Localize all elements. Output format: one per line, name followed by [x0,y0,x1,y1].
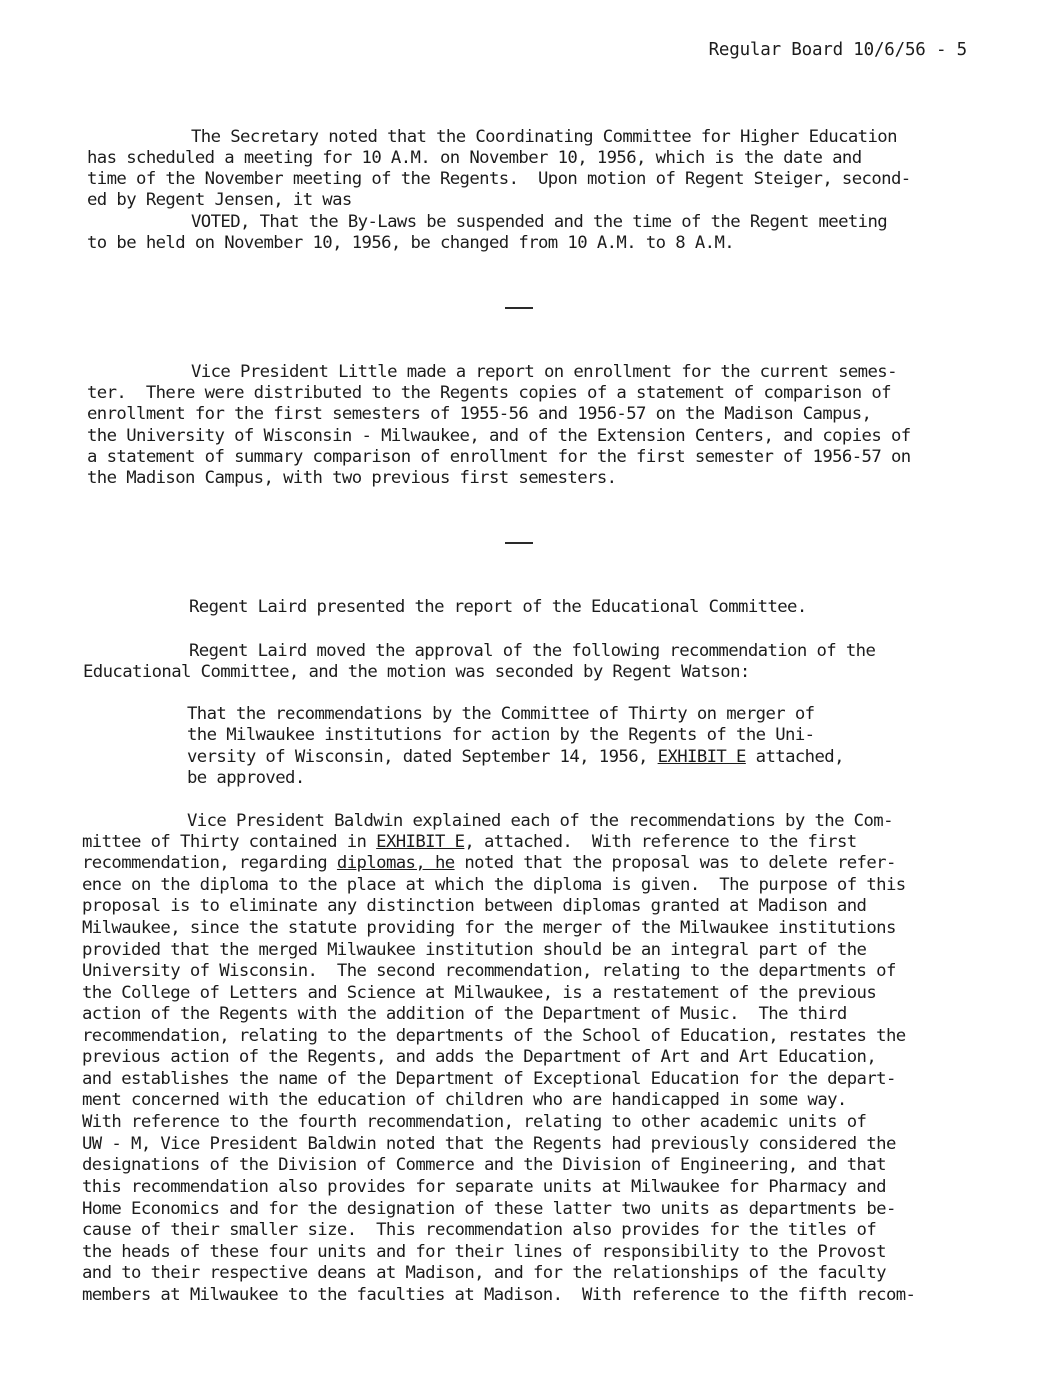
laird-motion-line-1: Regent Laird moved the approval of the following recommendation of the [189,641,876,661]
recommendation-line-3: versity of Wisconsin, dated September 14, 1956, EXHIBIT E attached, [187,747,844,767]
baldwin-line-10: action of the Regents with the addition of the Department of Music. The third [82,1004,847,1024]
baldwin-line-7: provided that the merged Milwaukee institution should be an integral part of the [82,940,867,960]
baldwin-line-19: Home Economics and for the designation of these latter two units as departments be- [82,1199,896,1219]
enrollment-line-2: ter. There were distributed to the Regents copies of a statement of comparison of [87,383,891,403]
baldwin-line-16: UW - M, Vice President Baldwin noted that the Regents had previously considered the [82,1134,896,1154]
baldwin-line-15: With reference to the fourth recommendation, relating to other academic units of [82,1112,867,1132]
baldwin-line-4: ence on the diploma to the place at which the diploma is given. The purpose of this [82,875,906,895]
baldwin-line-1: Vice President Baldwin explained each of the recommendations by the Com- [187,811,893,831]
baldwin-line-20: cause of their smaller size. This recommendation also provides for the titles of [82,1220,877,1240]
baldwin-line-5: proposal is to eliminate any distinction between diplomas granted at Madison and [82,896,867,916]
baldwin-line-13: and establishes the name of the Department of Exceptional Education for the depart- [82,1069,896,1089]
baldwin-line-17: designations of the Division of Commerce and the Division of Engineering, and that [82,1155,886,1175]
voted-line-2: to be held on November 10, 1956, be changed from 10 A.M. to 8 A.M. [87,233,735,253]
baldwin-line-23: members at Milwaukee to the faculties at Madison. With reference to the fifth recom- [82,1285,916,1305]
secretary-line-3: time of the November meeting of the Regents. Upon motion of Regent Steiger, second- [87,169,911,189]
baldwin-line-18: this recommendation also provides for separate units at Milwaukee for Pharmacy and [82,1177,886,1197]
section-separator [505,542,533,544]
exhibit-e-reference: EXHIBIT E [657,747,746,767]
enrollment-line-1: Vice President Little made a report on enrollment for the current semes- [191,362,897,382]
baldwin-line-3: recommendation, regarding diplomas, he noted that the proposal was to delete refer- [82,853,896,873]
enrollment-line-6: the Madison Campus, with two previous first semesters. [87,468,617,488]
secretary-line-4: ed by Regent Jensen, it was [87,190,352,210]
baldwin-line-14: ment concerned with the education of children who are handicapped in some way. [82,1090,847,1110]
enrollment-line-5: a statement of summary comparison of enrollment for the first semester of 1956-57 on [87,447,911,467]
secretary-line-2: has scheduled a meeting for 10 A.M. on November 10, 1956, which is the date and [87,148,862,168]
diplomas-underlined: diplomas, he [336,853,455,873]
recommendation-line-4: be approved. [187,768,305,788]
voted-line-1: VOTED, That the By-Laws be suspended and the time of the Regent meeting [191,212,888,232]
baldwin-line-21: the heads of these four units and for their lines of responsibility to the Provost [82,1242,886,1262]
baldwin-line-11: recommendation, relating to the departments of the School of Education, restates the [82,1026,906,1046]
baldwin-line-6: Milwaukee, since the statute providing for the merger of the Milwaukee institutions [82,918,896,938]
exhibit-e-reference: EXHIBIT E [376,832,465,852]
laird-motion-line-2: Educational Committee, and the motion was seconded by Regent Watson: [83,662,750,682]
page-header: Regular Board 10/6/56 - 5 [708,40,967,60]
baldwin-line-22: and to their respective deans at Madison, and for the relationships of the faculty [82,1263,886,1283]
enrollment-line-4: the University of Wisconsin - Milwaukee, and of the Extension Centers, and copies of [87,426,911,446]
secretary-line-1: The Secretary noted that the Coordinating Committee for Higher Education [191,127,897,147]
recommendation-line-1: That the recommendations by the Committee of Thirty on merger of [187,704,815,724]
baldwin-line-8: University of Wisconsin. The second recommendation, relating to the departments of [82,961,896,981]
baldwin-line-2: mittee of Thirty contained in EXHIBIT E, attached. With reference to the first [82,832,857,852]
laird-intro: Regent Laird presented the report of the Educational Committee. [189,597,807,617]
baldwin-line-12: previous action of the Regents, and adds the Department of Art and Art Education, [82,1047,877,1067]
recommendation-line-2: the Milwaukee institutions for action by the Regents of the Uni- [187,725,815,745]
enrollment-line-3: enrollment for the first semesters of 1955-56 and 1956-57 on the Madison Campus, [87,404,872,424]
baldwin-line-9: the College of Letters and Science at Milwaukee, is a restatement of the previous [82,983,877,1003]
section-separator [505,307,533,309]
